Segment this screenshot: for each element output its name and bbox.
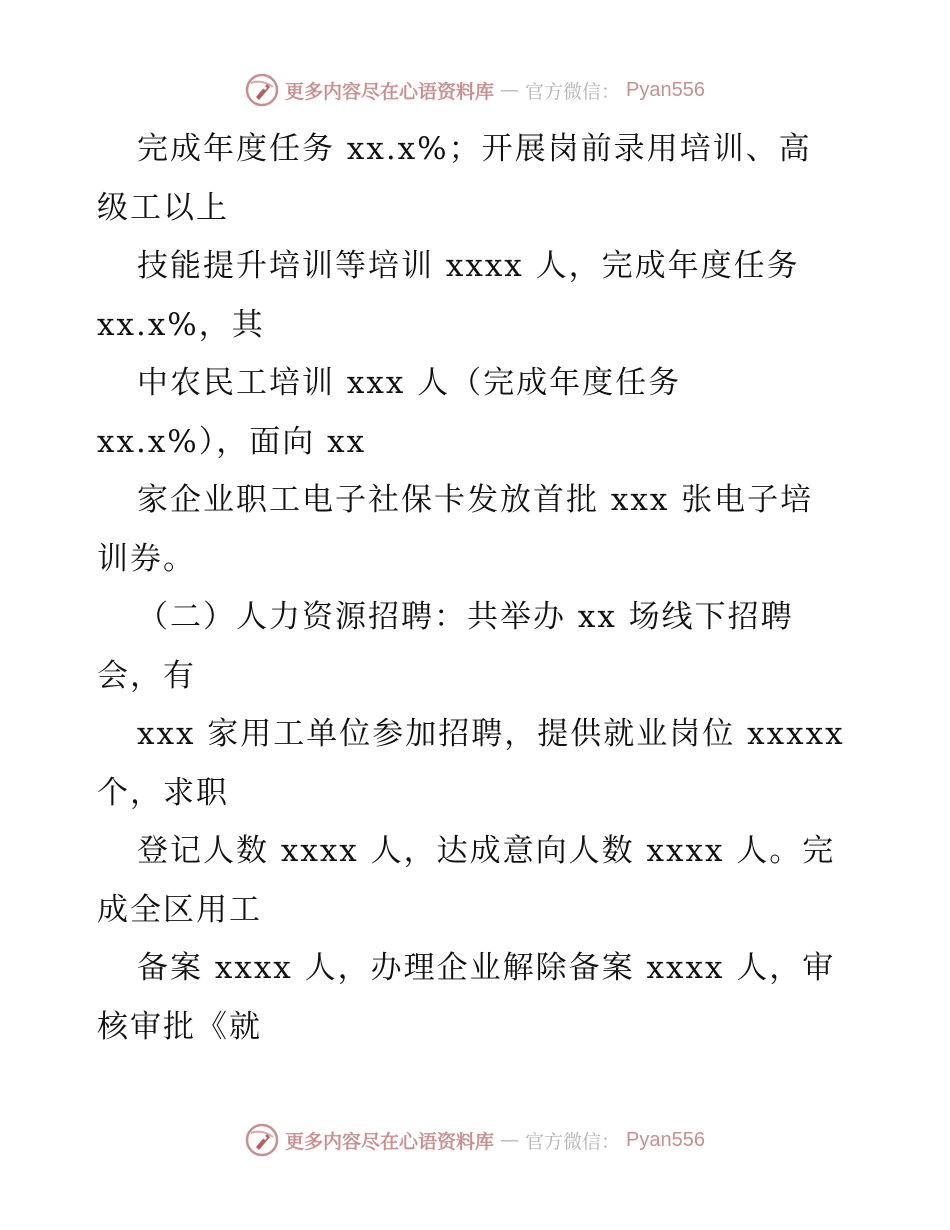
watermark-contact-handle: Pyan556	[626, 78, 705, 101]
text-line: 登记人数 xxxx 人，达成意向人数 xxxx 人。完	[137, 833, 836, 869]
watermark-site-text: 更多内容尽在心语资料库	[285, 1130, 495, 1153]
watermark-site-text: 更多内容尽在心语资料库	[285, 80, 495, 103]
watermark-separator: —	[500, 79, 520, 101]
text-line: 核审批《就	[97, 1008, 262, 1045]
header-watermark	[0, 72, 950, 108]
text-line: 备案 xxxx 人，办理企业解除备案 xxxx 人，审	[137, 950, 836, 986]
text-line: 中农民工培训 xxx 人（完成年度任务	[137, 365, 682, 401]
pen-nib-logo-icon	[245, 1123, 279, 1157]
section-heading-line: （二）人力资源招聘：共举办 xx 场线下招聘	[137, 599, 794, 635]
footer-watermark	[0, 1122, 950, 1158]
text-line: 成全区用工	[97, 891, 262, 928]
text-line: 个，求职	[97, 774, 229, 811]
watermark-separator: —	[500, 1129, 520, 1151]
text-line: xx.x%），面向 xx	[97, 423, 367, 460]
text-line: 级工以上	[97, 189, 229, 226]
pen-nib-logo-icon	[245, 73, 279, 107]
watermark-contact-label: 官方微信：	[525, 80, 621, 103]
text-line: 完成年度任务 xx.x%；开展岗前录用培训、高	[137, 131, 812, 167]
watermark-contact-handle: Pyan556	[626, 1128, 705, 1151]
text-line: 会，有	[97, 657, 196, 694]
text-line: xx.x%，其	[97, 306, 265, 343]
watermark-contact-label: 官方微信：	[525, 1130, 621, 1153]
text-line: 技能提升培训等培训 xxxx 人，完成年度任务	[137, 248, 800, 284]
text-line: 训券。	[97, 540, 196, 577]
text-line: xxx 家用工单位参加招聘，提供就业岗位 xxxxx	[137, 716, 845, 752]
text-line: 家企业职工电子社保卡发放首批 xxx 张电子培	[137, 482, 814, 518]
document-body	[97, 120, 857, 1056]
